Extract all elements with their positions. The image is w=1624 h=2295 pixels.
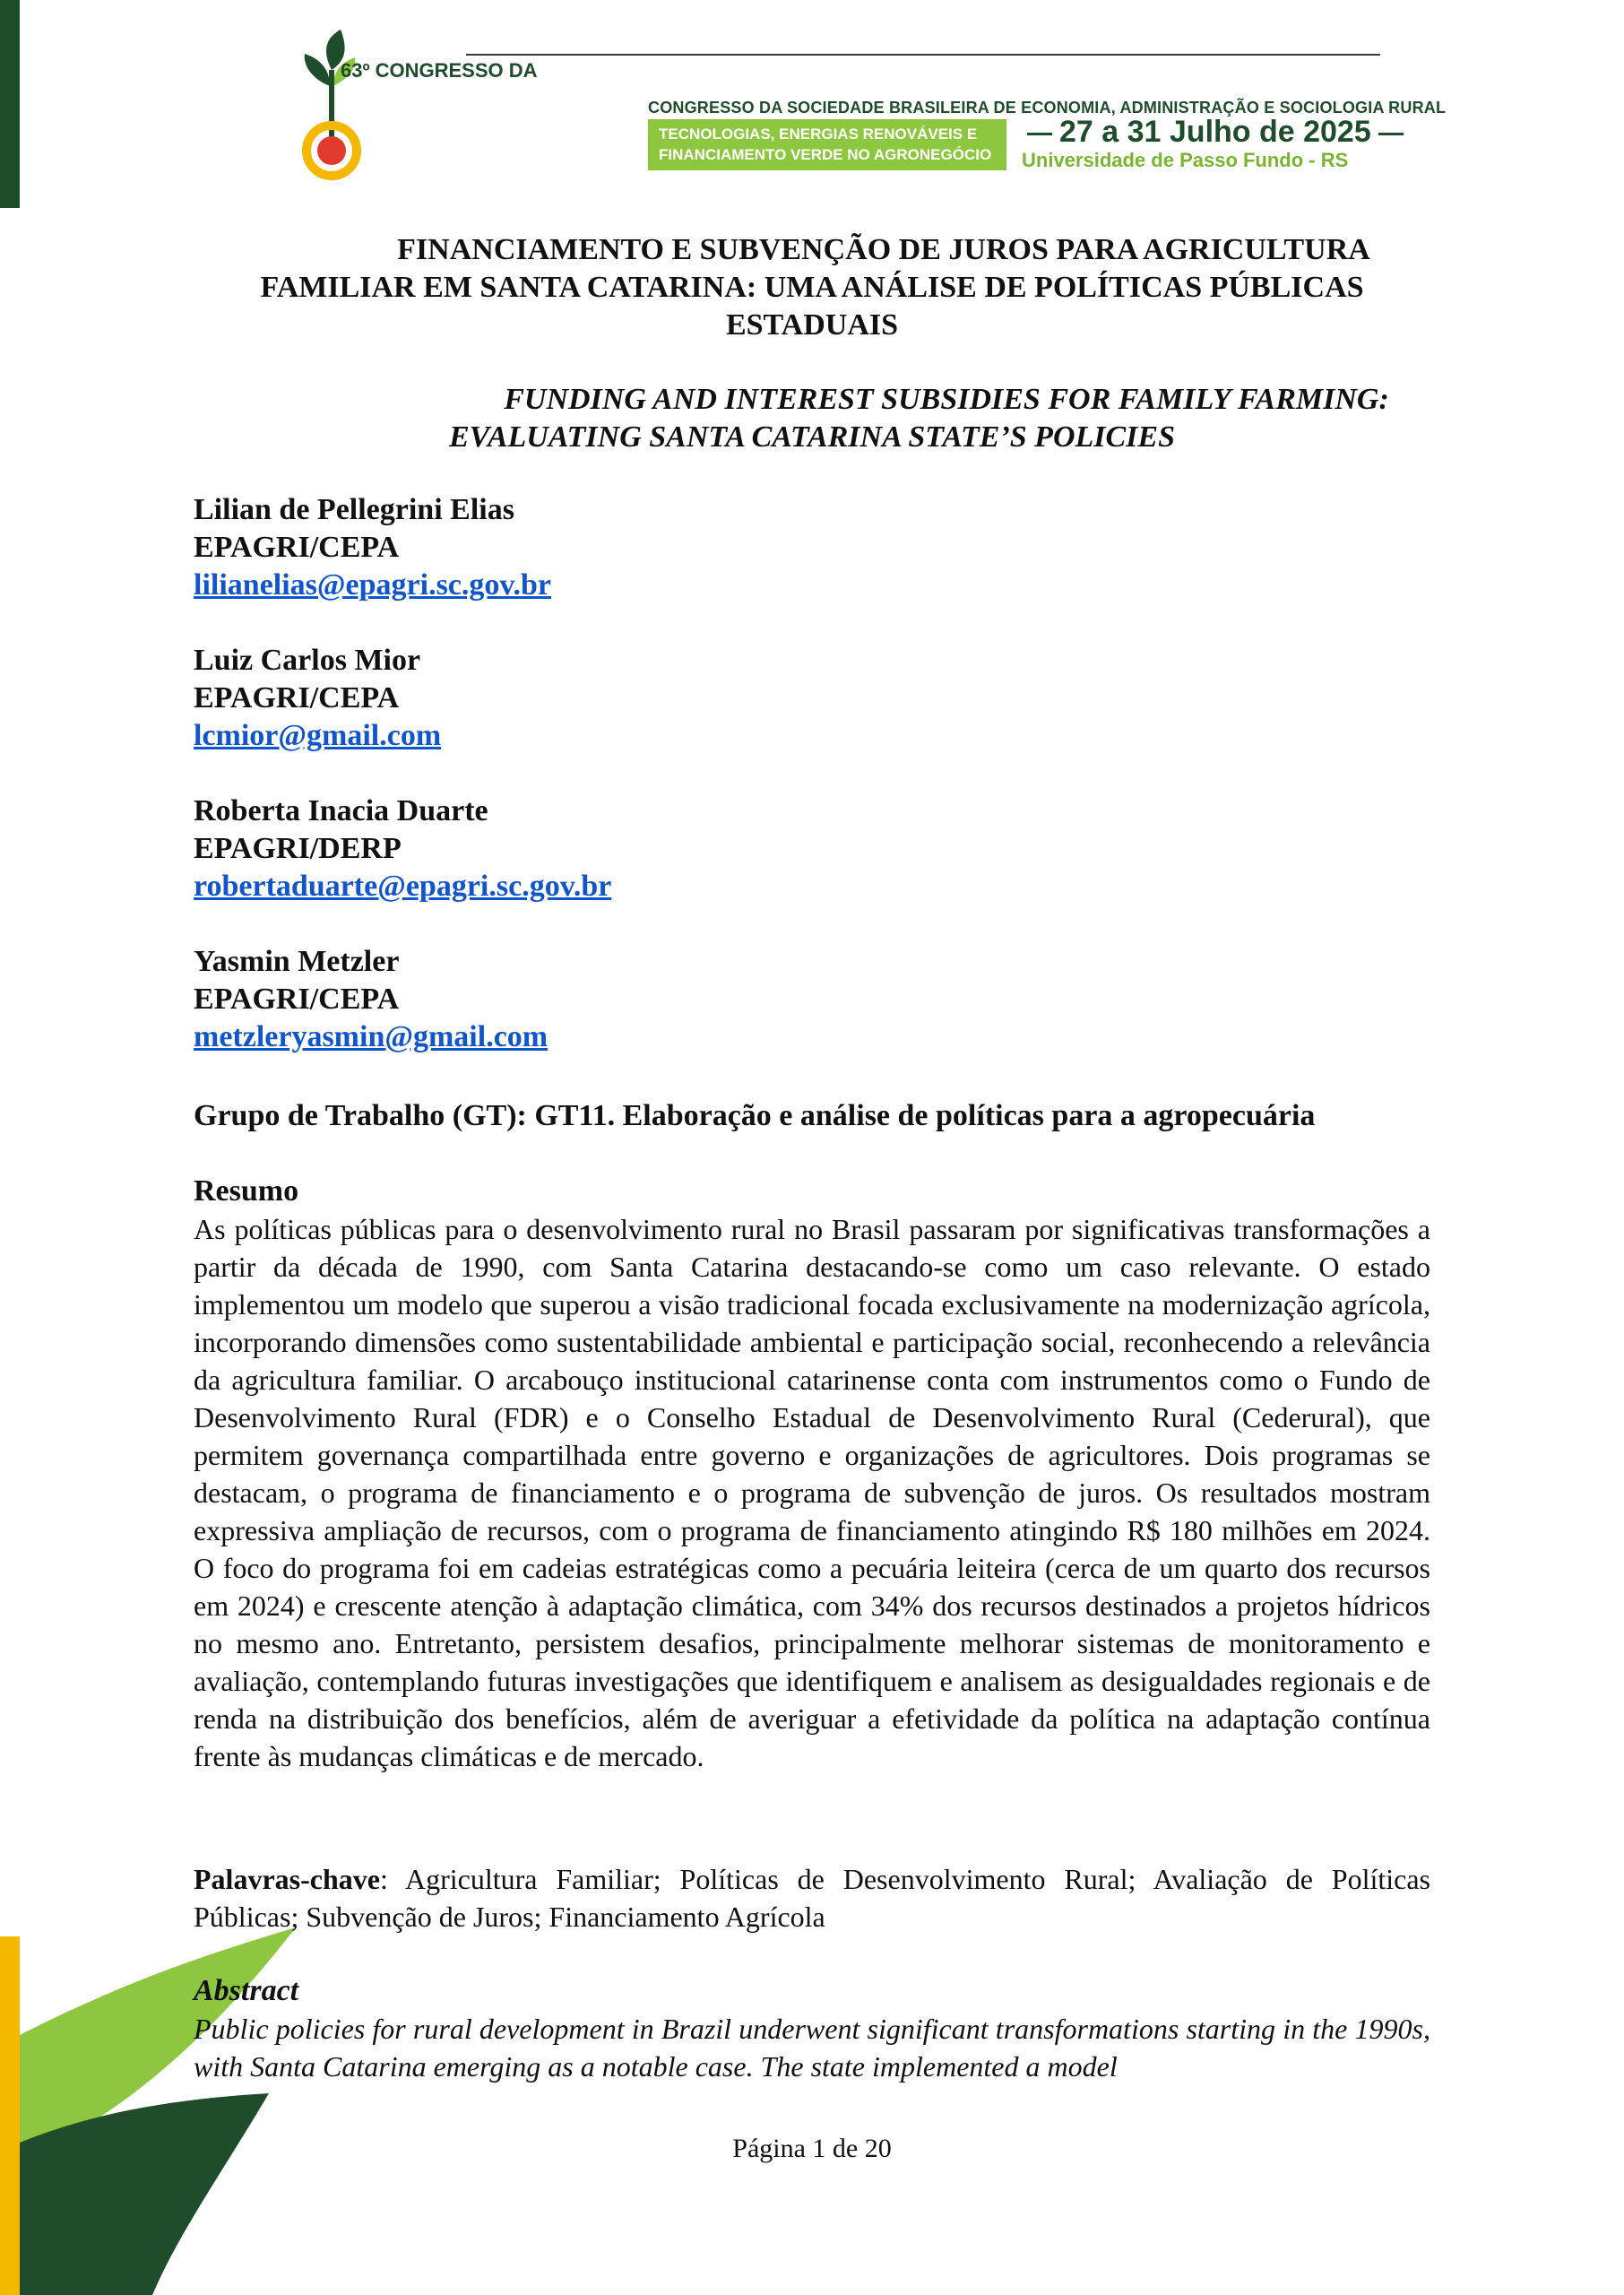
event-place: Universidade de Passo Fundo - RS [1022, 149, 1349, 171]
event-date: 27 a 31 Julho de 2025 [1020, 115, 1411, 150]
author-block [194, 491, 551, 604]
author-affiliation: EPAGRI/CEPA [194, 681, 400, 714]
theme-line-2: FINANCIAMENTO VERDE NO AGRONEGÓCIO [659, 146, 992, 163]
author-affiliation: EPAGRI/CEPA [194, 531, 400, 564]
congress-theme [648, 119, 1006, 170]
abstract-text: Public policies for rural development in Brazil underwent significant transformations starting in the 1990s, with Santa Catarina emerging as a notable case. The state implemented a model [194, 2013, 1430, 2083]
theme-line-1: TECNOLOGIAS, ENERGIAS RENOVÁVEIS E [659, 126, 978, 143]
author-email-link[interactable]: lcmior@gmail.com [194, 719, 442, 752]
congress-subtitle: CONGRESSO DA SOCIEDADE BRASILEIRA DE ECONOMIA, ADMINISTRAÇÃO E SOCIOLOGIA RURAL [648, 99, 1447, 117]
author-name: Luiz Carlos Mior [194, 644, 421, 677]
page-number: Página 1 de 20 [732, 2134, 892, 2163]
author-email-link[interactable]: lilianelias@epagri.sc.gov.br [194, 568, 552, 602]
author-name: Roberta Inacia Duarte [194, 794, 488, 827]
author-name: Lilian de Pellegrini Elias [194, 493, 514, 526]
header-rule [466, 54, 1380, 56]
title-line-3: ESTADUAIS [725, 308, 899, 342]
abstract-section [194, 1972, 1430, 2085]
keywords [194, 1860, 1430, 1936]
paper-english-title [194, 381, 1430, 456]
title-line-2: FAMILIAR EM SANTA CATARINA: UMA ANÁLISE DE POLÍTICAS PÚBLICAS [260, 271, 1364, 304]
sober-logo-sprout-icon [242, 16, 583, 186]
author-affiliation: EPAGRI/CEPA [194, 983, 400, 1016]
author-block [194, 642, 441, 755]
decorative-bar-top [0, 0, 20, 208]
author-block [194, 792, 611, 905]
english-title-line-2: EVALUATING SANTA CATARINA STATE’S POLICIES [449, 420, 1175, 454]
author-name: Yasmin Metzler [194, 945, 400, 978]
resumo-section [194, 1173, 1430, 1775]
resumo-heading: Resumo [194, 1174, 299, 1208]
resumo-text: As políticas públicas para o desenvolvimento rural no Brasil passaram por significativas transformações a partir da década de 1990, com Santa Catarina destacando-se como um caso relevante. O estado implementou um modelo que superou a visão tradicional focada exclusivamente na modernização agrícola, incorporando dimensões como sustentabilidade ambiental e participação social, reconhecendo a relevância da agricultura familiar. O arcabouço institucional catarinense conta com instrumentos como o Fundo de Desenvolvimento Rural (FDR) e o Conselho Estadual de Desenvolvimento Rural (Cederural), que permitem governança compartilhada entre governo e organizações de agricultores. Dois programas se destacam, o programa de financiamento e o programa de subvenção de juros. Os resultados mostram expressiva ampliação de recursos, com o programa de financiamento atingindo R$ 180 milhões em 2024. O foco do programa foi em cadeias estratégicas como a pecuária leiteira (cerca de um quarto dos recursos em 2024) e crescente atenção à adaptação climática, com 34% dos recursos destinados a projetos hídricos no mesmo ano. Entretanto, persistem desafios, principalmente melhorar sistemas de monitoramento e avaliação, contemplando futuras investigações que identifiquem e analisem as desigualdades regionais e de renda na distribuição dos benefícios, além de averiguar a efetividade da política na adaptação contínua frente às mudanças climáticas e de mercado. [194, 1213, 1430, 1772]
author-block [194, 943, 548, 1056]
author-email-link[interactable]: robertaduarte@epagri.sc.gov.br [194, 870, 612, 903]
keywords-text: : Agricultura Familiar; Políticas de Desenvolvimento Rural; Avaliação de Políticas Públicas; Subvenção de Juros; Financiamento Agrícola [194, 1863, 1430, 1933]
keywords-label: Palavras-chave [194, 1863, 380, 1895]
author-affiliation: EPAGRI/DERP [194, 832, 402, 865]
author-email-link[interactable]: metzleryasmin@gmail.com [194, 1020, 549, 1053]
english-title-line-1: FUNDING AND INTEREST SUBSIDIES FOR FAMILY FARMING: [504, 383, 1389, 416]
paper-title [194, 231, 1430, 344]
abstract-heading: Abstract [194, 1974, 299, 2007]
congress-number: 63º CONGRESSO DA [341, 59, 538, 82]
working-group: Grupo de Trabalho (GT): GT11. Elaboração e análise de políticas para a agropecuária [194, 1099, 1316, 1132]
title-line-1: FINANCIAMENTO E SUBVENÇÃO DE JUROS PARA AGRICULTURA [397, 233, 1370, 266]
